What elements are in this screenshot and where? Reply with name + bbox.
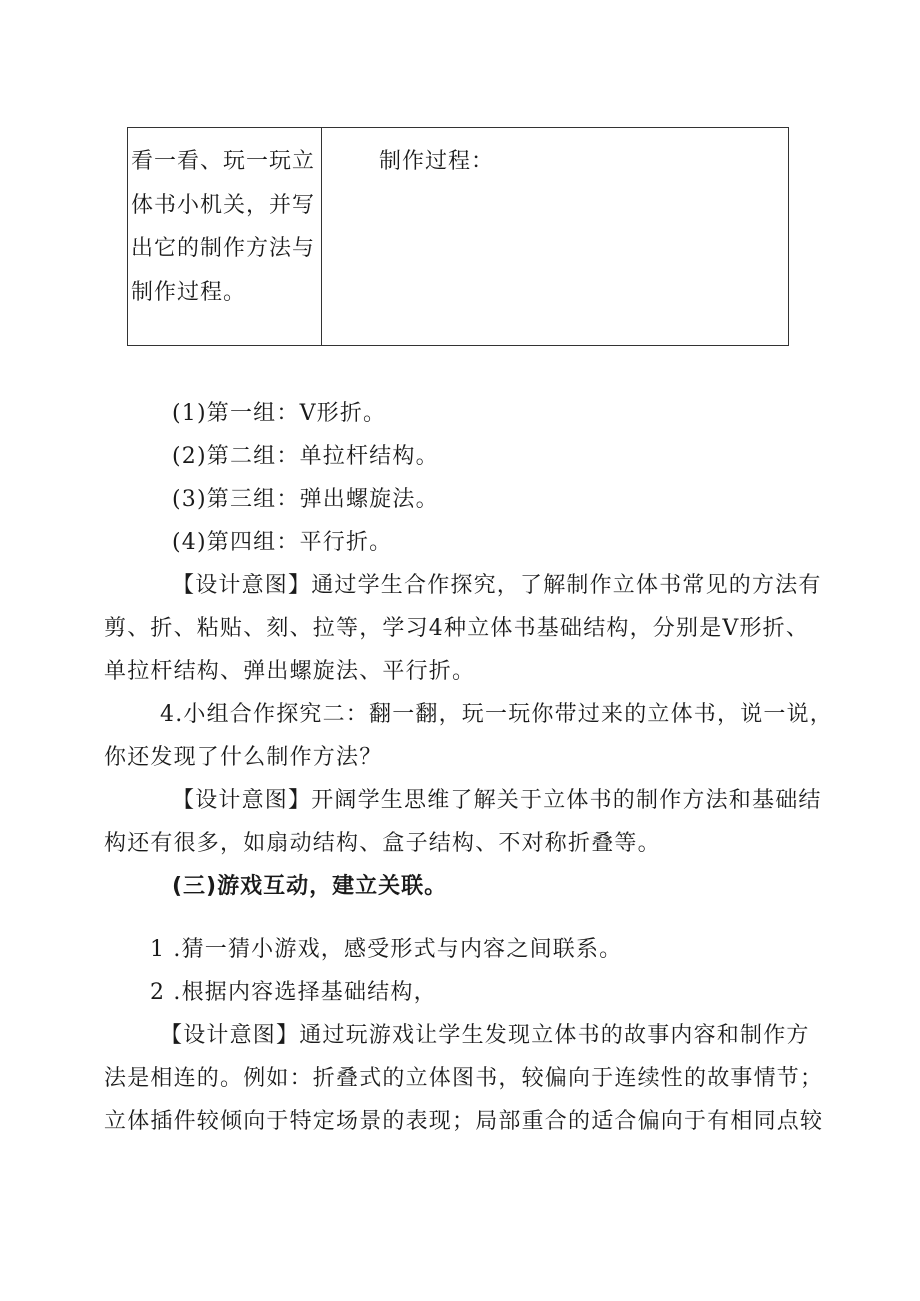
task-line: 体书小机关，并写 [131, 192, 316, 218]
step-item: 2 .根据内容选择基础结构， [150, 980, 437, 1005]
section-heading: (三)游戏互动，建立关联。 [172, 874, 448, 899]
group-item: (1)第一组：V形折。 [172, 401, 387, 426]
step-item: 1 .猜一猜小游戏，感受形式与内容之间联系。 [150, 937, 623, 962]
item4-line: 你还发现了什么制作方法？ [104, 745, 383, 770]
task-line: 出它的制作方法与 [131, 236, 316, 261]
design-intent-line: 剪、折、粘贴、刻、拉等，学习4种立体书基础结构，分别是V形折、 [104, 616, 810, 641]
design-intent-line: 立体插件较倾向于特定场景的表现；局部重合的适合偏向于有相同点较 [104, 1109, 824, 1134]
group-item: (2)第二组：单拉杆结构。 [172, 444, 439, 469]
design-intent-line: 【设计意图】通过玩游戏让学生发现立体书的故事内容和制作方 [160, 1023, 810, 1048]
task-line: 看一看、玩一玩立 [131, 149, 316, 174]
activity-table [127, 127, 789, 346]
design-intent-line: 法是相连的。例如：折叠式的立体图书，较偏向于连续性的故事情节； [104, 1066, 824, 1091]
table-cell-process [322, 128, 788, 345]
design-intent-line: 【设计意图】开阔学生思维了解关于立体书的制作方法和基础结 [172, 788, 822, 813]
design-intent-line: 单拉杆结构、弹出螺旋法、平行折。 [104, 659, 476, 684]
group-item: (4)第四组：平行折。 [172, 530, 393, 555]
process-label: 制作过程： [379, 149, 495, 174]
design-intent-line: 构还有很多，如扇动结构、盒子结构、不对称折叠等。 [104, 831, 661, 856]
item4-line: 4.小组合作探究二：翻一翻，玩一玩你带过来的立体书，说一说， [160, 702, 833, 727]
group-item: (3)第三组：弹出螺旋法。 [172, 487, 439, 512]
table-cell-task [128, 128, 322, 345]
design-intent-line: 【设计意图】通过学生合作探究，了解制作立体书常见的方法有 [172, 573, 822, 598]
task-line: 制作过程。 [131, 279, 247, 305]
